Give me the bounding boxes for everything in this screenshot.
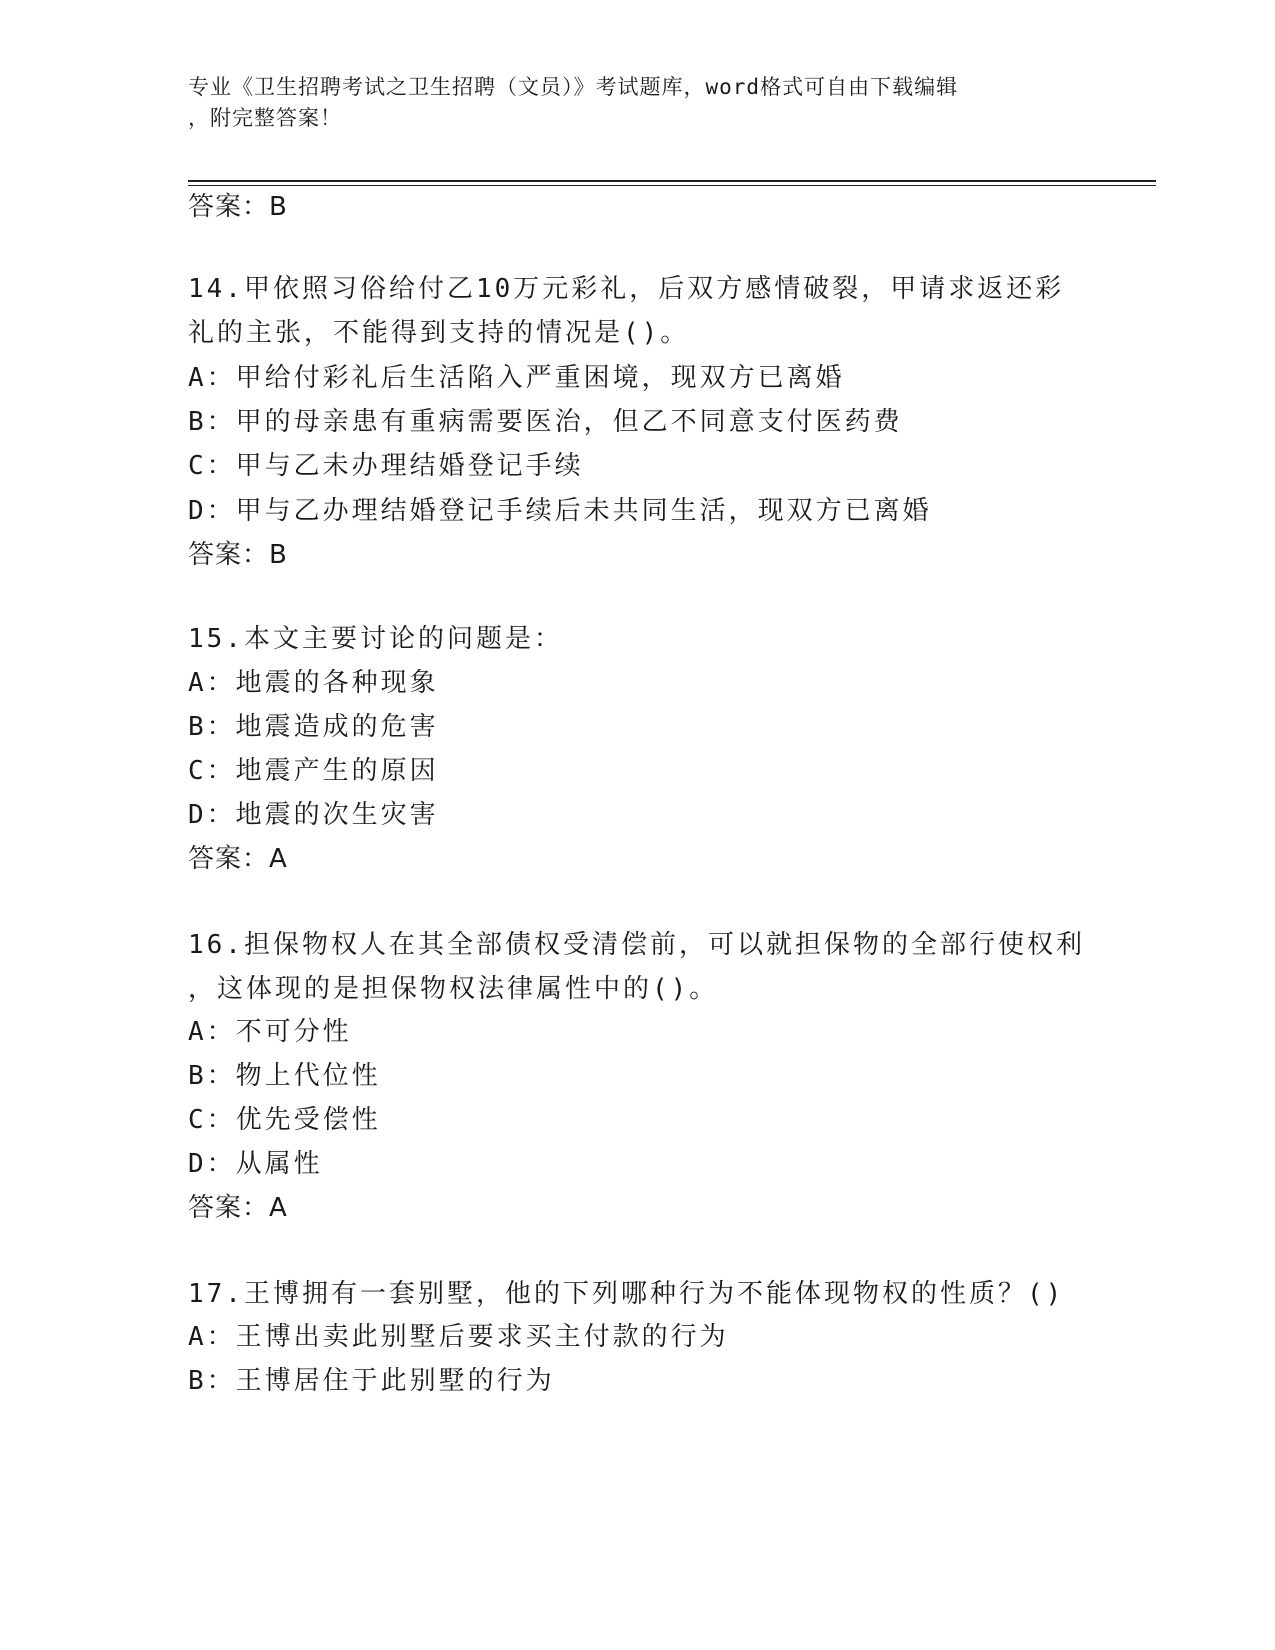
question-14-option-d: D：甲与乙办理结婚登记手续后未共同生活，现双方已离婚 xyxy=(188,496,932,526)
question-14-option-b: B：甲的母亲患有重病需要医治，但乙不同意支付医药费 xyxy=(188,407,903,437)
answer-q16: 答案：A xyxy=(188,1193,288,1223)
header-divider-thick xyxy=(188,180,1156,182)
answer-q14: 答案：B xyxy=(188,540,288,570)
question-15-option-d: D：地震的次生灾害 xyxy=(188,800,439,830)
question-14-stem-line-1: 14.甲依照习俗给付乙10万元彩礼，后双方感情破裂，甲请求返还彩 xyxy=(188,274,1065,304)
header-line-1: 专业《卫生招聘考试之卫生招聘（文员）》考试题库，word格式可自由下载编辑 xyxy=(188,75,959,99)
question-14-option-c: C：甲与乙未办理结婚登记手续 xyxy=(188,451,584,481)
answer-q15: 答案：A xyxy=(188,844,288,874)
question-15-option-a: A：地震的各种现象 xyxy=(188,668,439,698)
question-16-option-a: A：不可分性 xyxy=(188,1017,352,1047)
question-14-option-a: A：甲给付彩礼后生活陷入严重困境，现双方已离婚 xyxy=(188,363,845,393)
answer-q13: 答案：B xyxy=(188,192,288,222)
header-divider-thin xyxy=(188,185,1156,186)
question-16-option-b: B：物上代位性 xyxy=(188,1061,381,1091)
question-15-stem: 15.本文主要讨论的问题是： xyxy=(188,624,563,654)
document-header xyxy=(188,72,1088,134)
question-17-stem: 17.王博拥有一套别墅，他的下列哪种行为不能体现物权的性质？() xyxy=(188,1279,1065,1309)
header-line-2: ，附完整答案！ xyxy=(188,106,342,130)
question-17-option-a: A：王博出卖此别墅后要求买主付款的行为 xyxy=(188,1322,729,1352)
question-17-option-b: B：王博居住于此别墅的行为 xyxy=(188,1366,555,1396)
question-14-stem-line-2: 礼的主张，不能得到支持的情况是()。 xyxy=(188,318,690,348)
question-15-option-b: B：地震造成的危害 xyxy=(188,712,439,742)
question-16-option-c: C：优先受偿性 xyxy=(188,1105,381,1135)
question-16-option-d: D：从属性 xyxy=(188,1149,323,1179)
question-16-stem-line-2: ，这体现的是担保物权法律属性中的()。 xyxy=(188,974,719,1004)
question-16-stem-line-1: 16.担保物权人在其全部债权受清偿前，可以就担保物的全部行使权利 xyxy=(188,930,1085,960)
question-15-option-c: C：地震产生的原因 xyxy=(188,756,439,786)
